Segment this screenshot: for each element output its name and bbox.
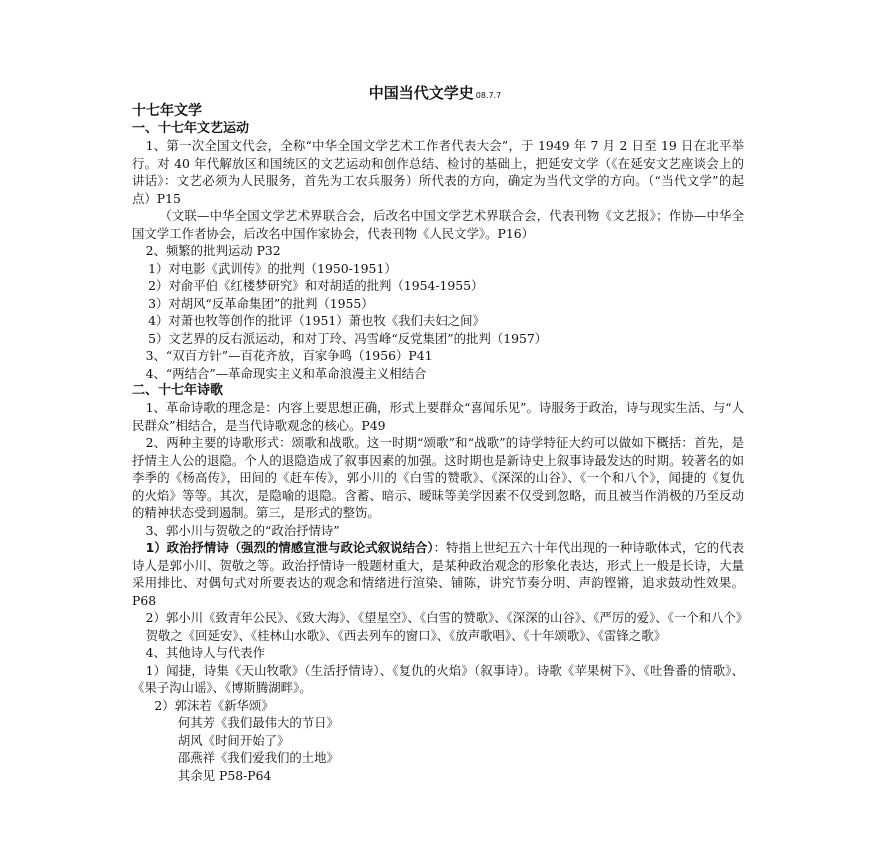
section-main-heading: 十七年文学 [132,103,202,119]
document-body [132,103,749,784]
critique-item: 1）对电影《武训传》的批判（1950-1951） [148,260,397,276]
section-2-paragraph-4: 4、其他诗人与代表作 [145,645,266,660]
document-title: 中国当代文学史 [368,84,474,102]
poet-work-item: 胡风《时间开始了》 [177,732,290,748]
section-1-note: （文联—中华全国文学艺术界联合会，后改名中国文学艺术界联合会，代表刊物《文艺报》；作协—中华全国文学工作者协会，后改名中国作家协会，代表刊物《人民文学》。P16） [132,208,744,241]
section-2-paragraph-1: 1、革命诗歌的理念是：内容上要思想正确，形式上要群众“喜闻乐见”。诗服务于政治，诗与现实生活、与“人民群众”相结合，是当代诗歌观念的核心。P49 [132,400,744,433]
section-1-paragraph-3: 3、“双百方针”—百花齐放，百家争鸣（1956）P41 [145,348,433,363]
critique-item: 3）对胡风“反革命集团”的批判（1955） [148,295,374,311]
document-date: 08.7.7 [475,91,502,100]
document-title-line [0,82,870,103]
he-jingzhi-works: 贺敬之《回延安》、《桂林山水歌》、《西去列车的窗口》、《放声歌唱》、《十年颂歌》、《雷锋之歌》 [145,627,666,643]
guo-xiaochuan-works: 2）郭小川《致青年公民》、《致大海》、《望星空》、《白雪的赞歌》、《深深的山谷》、《严厉的爱》、《一个和八个》 [145,610,749,625]
wen-jie-works: 1）闻捷，诗集《天山牧歌》（生活抒情诗）、《复仇的火焰》（叙事诗）。诗歌《苹果树下》、《吐鲁番的情歌》、《果子沟山谣》、《博斯腾湖畔》。 [132,662,744,695]
guo-moruo-works: 2）郭沫若《新华颂》 [154,697,274,713]
section-1-paragraph-1: 1、第一次全国文代会，全称“中华全国文学艺术工作者代表大会”，于 1949 年 7 月 2 日至 19 日在北平举行。对 40 年代解放区和国统区的文艺运动和创作总结、检讨的基础上，把延安文学（《在延安文艺座谈会上的讲话》：文艺必须为人民服务，首先为工农兵服务）所代表的方向，确定为当代文学的方向。（“当代文学”的起点）P15 [132,138,744,206]
section-1-paragraph-2: 2、频繁的批判运动 P32 [145,243,281,258]
section-2-paragraph-2: 2、两种主要的诗歌形式：颂歌和战歌。这一时期“颂歌”和“战歌”的诗学特征大约可以做如下概括：首先，是抒情主人公的退隐。个人的退隐造成了叙事因素的加强。这时期也是新诗史上叙事诗最发达的时期。较著名的如李季的《杨高传》，田间的《赶车传》，郭小川的《白雪的赞歌》、《深深的山谷》、《一个和八个》，闻捷的《复仇的火焰》等等。其次，是隐喻的退隐。含蓄、暗示、暧昧等美学因素不仅受到忽略，而且被当作消极的乃至反动的精神状态受到遏制。第三，是形式的整饬。 [132,435,744,520]
critique-item: 2）对俞平伯《红楼梦研究》和对胡适的批判（1954-1955） [148,278,484,293]
political-lyric-term: 1）政治抒情诗（强烈的情感宣泄与政论式叙说结合） [145,540,434,555]
poet-work-item: 其余见 P58-P64 [177,767,272,783]
poet-work-item: 邵燕祥《我们爱我们的土地》 [177,750,339,765]
critique-item: 4）对萧也牧等创作的批评（1951）萧也牧《我们夫妇之间》 [148,313,485,328]
section-2-paragraph-3: 3、郭小川与贺敬之的“政治抒情诗” [145,522,340,538]
section-1-paragraph-4: 4、“两结合”—革命现实主义和革命浪漫主义相结合 [145,365,427,381]
political-lyric-text: ：特指上世纪五六十年代出现的一种诗歌体式，它的代表诗人是郭小川、贺敬之等。政治抒情诗一般题材重大，是某种政治观念的形象化表达，形式上一般是长诗，大量采用排比、对偶句式对所要表达的观念和情绪进行渲染、铺陈，讲究节奏分明、声韵铿锵，追求鼓动性效果。P68 [132,540,745,608]
political-lyric-definition [132,539,744,609]
section-2-heading: 二、十七年诗歌 [132,383,224,398]
poet-work-item: 何其芳《我们最伟大的节日》 [177,715,339,730]
critique-item: 5）文艺界的反右派运动，和对丁玲、冯雪峰“反党集团”的批判（1957） [148,330,548,346]
section-1-heading: 一、十七年文艺运动 [132,121,250,136]
